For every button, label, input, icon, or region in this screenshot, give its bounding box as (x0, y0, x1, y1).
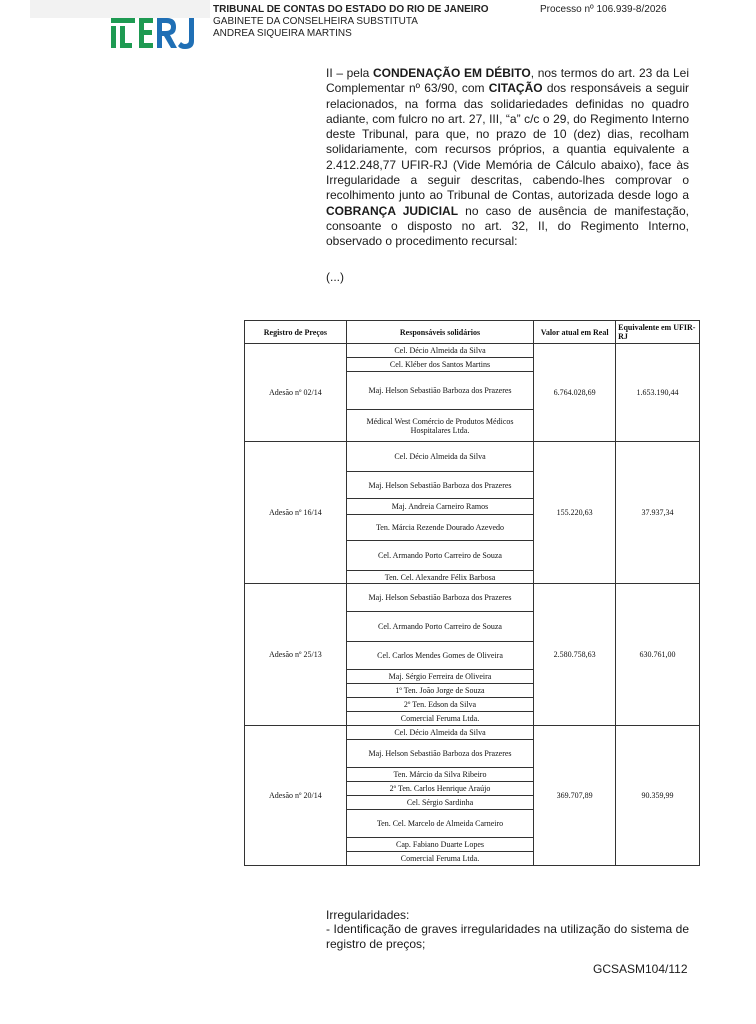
responsavel-cell: Cel. Sérgio Sardinha (346, 796, 534, 810)
responsavel-cell: Comercial Feruma Ltda. (346, 712, 534, 726)
para-text-3: dos responsáveis a seguir relacionados, na forma das solidariedades definidas no quadro adiante, com fulcro no art. 27, III, “a” c/c o 29, do Regimento Interno deste Tribunal, para que, no prazo de 10 (dez) dias, recolham solidariamente, com recursos próprios, a quantia equivalente a 2.412.248,77 UFIR-RJ (Vide Memória de Cálculo abaixo), face às Irregularidade a seguir descritas, cabendo-lhes comprovar o recolhimento junto ao Tribunal de Contas, autorizada desde logo a (326, 81, 689, 203)
responsavel-cell: Maj. Sérgio Ferreira de Oliveira (346, 670, 534, 684)
responsavel-cell: Ten. Cel. Alexandre Félix Barbosa (346, 571, 534, 584)
responsavel-cell: Cel. Décio Almeida da Silva (346, 344, 534, 358)
table-header-row (245, 321, 700, 344)
responsavel-cell: Comercial Feruma Ltda. (346, 852, 534, 866)
responsavel-cell: Maj. Helson Sebastião Barboza dos Prazeres (346, 472, 534, 499)
responsavel-cell: Cel. Armando Porto Carreiro de Souza (346, 612, 534, 642)
para-text-1: II – pela (326, 66, 373, 80)
irregularities-title: Irregularidades: (326, 908, 410, 922)
responsavel-cell: Ten. Márcia Rezende Dourado Azevedo (346, 515, 534, 541)
responsavel-cell: Maj. Helson Sebastião Barboza dos Prazeres (346, 584, 534, 612)
col-header-valor: Valor atual em Real (534, 321, 616, 344)
para-bold-citacao: CITAÇÃO (488, 81, 543, 96)
responsavel-cell: Cel. Carlos Mendes Gomes de Oliveira (346, 642, 534, 670)
org-name: TRIBUNAL DE CONTAS DO ESTADO DO RIO DE JANEIRO (213, 4, 489, 15)
col-header-equivalente: Equivalente em UFIR-RJ (616, 321, 700, 344)
para-text-2: , nos termos do art. 23 da Lei Complementar nº 63/90, com (326, 66, 689, 96)
valor-cell: 2.580.758,63 (534, 584, 616, 726)
ufir-cell: 37.937,34 (616, 442, 700, 584)
header-block (213, 4, 489, 40)
decision-paragraph (326, 66, 689, 250)
ufir-cell: 90.359,99 (616, 726, 700, 866)
responsavel-cell: Ten. Márcio da Silva Ribeiro (346, 768, 534, 782)
para-bold-cobranca: COBRANÇA JUDICIAL (326, 203, 459, 218)
responsavel-cell: 2º Ten. Carlos Henrique Araújo (346, 782, 534, 796)
responsavel-cell: Ten. Cel. Marcelo de Almeida Carneiro (346, 810, 534, 838)
col-header-responsaveis: Responsáveis solidários (346, 321, 534, 344)
valor-cell: 369.707,89 (534, 726, 616, 866)
responsavel-cell: Maj. Andreia Carneiro Ramos (346, 499, 534, 515)
responsavel-cell: Cel. Décio Almeida da Silva (346, 442, 534, 472)
registro-cell: Adesão nº 25/13 (245, 584, 347, 726)
debit-table (244, 320, 700, 866)
page-code: GCSASM104/112 (593, 962, 688, 976)
process-number: Processo nº 106.939-8/2026 (540, 4, 667, 15)
responsavel-cell: Cap. Fabiano Duarte Lopes (346, 838, 534, 852)
table-row (245, 584, 700, 612)
valor-cell: 6.764.028,69 (534, 344, 616, 442)
tcerj-logo (105, 14, 205, 54)
table-row (245, 726, 700, 740)
responsavel-cell: Cel. Décio Almeida da Silva (346, 726, 534, 740)
valor-cell: 155.220,63 (534, 442, 616, 584)
table-row (245, 442, 700, 472)
ufir-cell: 630.761,00 (616, 584, 700, 726)
irregularities-text: - Identificação de graves irregularidades na utilização do sistema de registro de preços; (326, 922, 689, 951)
counselor-name: ANDREA SIQUEIRA MARTINS (213, 28, 352, 39)
office-name: GABINETE DA CONSELHEIRA SUBSTITUTA (213, 16, 418, 27)
para-bold-condenacao: CONDENAÇÃO EM DÉBITO (372, 66, 531, 80)
responsavel-cell: Maj. Helson Sebastião Barboza dos Prazeres (346, 740, 534, 768)
responsavel-cell: 1º Ten. João Jorge de Souza (346, 684, 534, 698)
responsavel-cell: Cel. Kléber dos Santos Martins (346, 358, 534, 372)
responsavel-cell: Maj. Helson Sebastião Barboza dos Prazeres (346, 372, 534, 410)
ufir-cell: 1.653.190,44 (616, 344, 700, 442)
responsavel-cell: Cel. Armando Porto Carreiro de Souza (346, 541, 534, 571)
registro-cell: Adesão nº 02/14 (245, 344, 347, 442)
responsavel-cell: Médical West Comércio de Produtos Médicos Hospitalares Ltda. (346, 410, 534, 442)
col-header-registro: Registro de Preços (245, 321, 347, 344)
registro-cell: Adesão nº 16/14 (245, 442, 347, 584)
registro-cell: Adesão nº 20/14 (245, 726, 347, 866)
ellipsis: (...) (326, 270, 344, 284)
responsavel-cell: 2º Ten. Edson da Silva (346, 698, 534, 712)
para-text-4: no caso de ausência de manifestação, consoante o disposto no art. 32, II, do Regimento Interno, observado o procedimento recursal: (326, 203, 689, 249)
table-row (245, 344, 700, 358)
